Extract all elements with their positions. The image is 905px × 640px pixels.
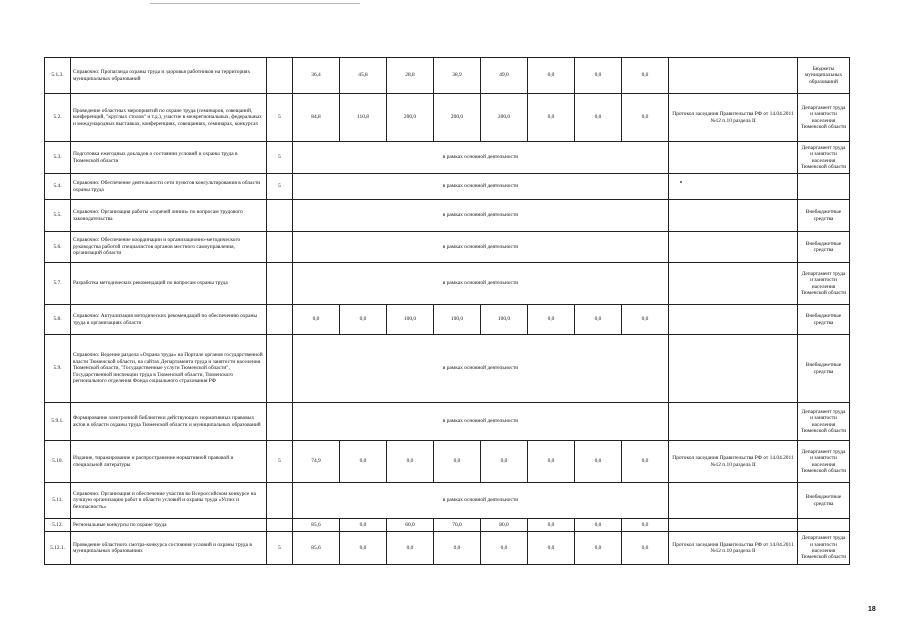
executor-cell: Департамент труда и занятости населения Тюменской области — [798, 403, 850, 441]
measure-description-cell: Справочно: Ведение раздела «Охрана труда» на Портале органов государственной власти Тюменской области, на сайтах Департамента труда и занятости населения Тюменской области, "Государственные услуги Тюменской области", Государственной инспекции труда в Тюменской области, Тюменского регионального отделения Фонда социального страхования РФ — [71, 335, 267, 403]
item-number-cell: 5.12. — [45, 519, 71, 532]
funding-note-cell: в рамках основной деятельности — [293, 403, 669, 441]
section-code-cell: 5 — [267, 142, 293, 174]
value-cell: 0,0 — [575, 519, 622, 532]
table-body — [45, 58, 850, 565]
basis-document-cell — [669, 519, 798, 532]
measure-description-cell: Справочно: Обеспечение деятельности сети пунктов консультирования в области охраны труда — [71, 174, 267, 200]
value-cell: 0,0 — [622, 441, 669, 483]
table-row — [45, 335, 850, 403]
value-cell: 0,0 — [434, 532, 481, 565]
executor-cell — [798, 519, 850, 532]
measure-description-cell: Справочно: Обеспечение координации и организационно-методического руководства работой специалистов органов местного самоуправления, организаций области — [71, 232, 267, 263]
section-code-cell: 5 — [267, 94, 293, 142]
item-number-cell: 5.1.3. — [45, 58, 71, 94]
basis-document-cell: Протокол заседания Правительства РФ от 14.04.2011 №12 п.10 раздела II — [669, 94, 798, 142]
table-row — [45, 174, 850, 200]
executor-cell: Внебюджетные средства — [798, 335, 850, 403]
table-row — [45, 142, 850, 174]
measure-description-cell: Проведение областного смотра-конкурса состояния условий и охраны труда в муниципальных образованиях — [71, 532, 267, 565]
table-row — [45, 200, 850, 232]
section-code-cell — [267, 403, 293, 441]
basis-document-cell — [669, 58, 798, 94]
funding-note-cell: в рамках основной деятельности — [293, 335, 669, 403]
value-cell: 0,0 — [528, 305, 575, 335]
value-cell: 85,6 — [293, 532, 340, 565]
basis-document-cell: Протокол заседания Правительства РФ от 14.04.2011 №12 п.10 раздела II — [669, 441, 798, 483]
value-cell: 0,0 — [387, 532, 434, 565]
measure-description-cell: Подготовка ежегодных докладов о состоянии условий и охраны труда в Тюменской области — [71, 142, 267, 174]
measure-description-cell: Справочно: Организация работы «горячей линии» по вопросам трудового законодательства — [71, 200, 267, 232]
basis-document-cell — [669, 200, 798, 232]
table-row — [45, 403, 850, 441]
item-number-cell: 5.12.1. — [45, 532, 71, 565]
value-cell: 45,8 — [340, 58, 387, 94]
value-cell: 0,0 — [622, 58, 669, 94]
value-cell: 0,0 — [528, 94, 575, 142]
value-cell: 0,0 — [340, 305, 387, 335]
item-number-cell: 5.9.1. — [45, 403, 71, 441]
value-cell: 0,0 — [622, 94, 669, 142]
funding-note-cell: в рамках основной деятельности — [293, 142, 669, 174]
section-code-cell: 5 — [267, 174, 293, 200]
section-code-cell — [267, 519, 293, 532]
value-cell: 0,0 — [575, 532, 622, 565]
value-cell: 0,0 — [622, 532, 669, 565]
page-number: 18 — [868, 606, 876, 613]
item-number-cell: 5.2. — [45, 94, 71, 142]
value-cell: 100,0 — [387, 305, 434, 335]
value-cell: 36,4 — [293, 58, 340, 94]
item-number-cell: 5.7. — [45, 263, 71, 305]
executor-cell: Департамент труда и занятости населения Тюменской области — [798, 142, 850, 174]
value-cell: 0,0 — [387, 441, 434, 483]
value-cell: 0,0 — [528, 58, 575, 94]
basis-document-cell — [669, 483, 798, 519]
measure-description-cell: Справочно: Организация и обеспечение участия во Всероссийском конкурсе на лучшую организацию работ в области условий и охраны труда «Успех и безопасность» — [71, 483, 267, 519]
basis-document-cell — [669, 174, 798, 200]
value-cell: 0,0 — [293, 305, 340, 335]
section-code-cell — [267, 263, 293, 305]
funding-note-cell: в рамках основной деятельности — [293, 483, 669, 519]
value-cell: 200,0 — [387, 94, 434, 142]
value-cell: 0,0 — [340, 532, 387, 565]
table-row — [45, 263, 850, 305]
funding-note-cell: в рамках основной деятельности — [293, 174, 669, 200]
executor-cell: Бюджеты муниципальных образований — [798, 58, 850, 94]
executor-cell: Департамент труда и занятости населения Тюменской области — [798, 441, 850, 483]
basis-document-cell — [669, 335, 798, 403]
measure-description-cell: Региональные конкурсы по охране труда — [71, 519, 267, 532]
funding-note-cell: в рамках основной деятельности — [293, 200, 669, 232]
table-row — [45, 58, 850, 94]
executor-cell: Департамент труда и занятости населения Тюменской области — [798, 532, 850, 565]
table-row — [45, 483, 850, 519]
value-cell: 84,8 — [293, 94, 340, 142]
measure-description-cell: Справочно: Актуализация методических рекомендаций по обеспечению охраны труда в организациях области — [71, 305, 267, 335]
executor-cell: Департамент труда и занятости населения Тюменской области — [798, 263, 850, 305]
value-cell: 0,0 — [622, 519, 669, 532]
value-cell: 0,0 — [575, 305, 622, 335]
basis-document-cell — [669, 232, 798, 263]
document-page — [44, 57, 849, 565]
item-number-cell: 5.8. — [45, 305, 71, 335]
item-number-cell: 5.10. — [45, 441, 71, 483]
section-code-cell: 5 — [267, 441, 293, 483]
value-cell: 0,0 — [481, 532, 528, 565]
section-code-cell — [267, 200, 293, 232]
value-cell: 0,0 — [434, 441, 481, 483]
basis-document-cell — [669, 142, 798, 174]
measures-table — [44, 57, 850, 565]
executor-cell: Внебюджетные средства — [798, 483, 850, 519]
value-cell: 0,0 — [528, 441, 575, 483]
executor-cell: Внебюджетные средства — [798, 200, 850, 232]
table-row — [45, 519, 850, 532]
measure-description-cell: Издание, тиражирование и распространение нормативной правовой и специальной литературы — [71, 441, 267, 483]
item-number-cell: 5.3. — [45, 142, 71, 174]
value-cell: 0,0 — [528, 519, 575, 532]
executor-cell: Внебюджетные средства — [798, 232, 850, 263]
value-cell: 28,8 — [387, 58, 434, 94]
value-cell: 110,8 — [340, 94, 387, 142]
funding-note-cell: в рамках основной деятельности — [293, 232, 669, 263]
value-cell: 70,0 — [434, 519, 481, 532]
basis-document-cell — [669, 403, 798, 441]
value-cell: 0,0 — [481, 441, 528, 483]
value-cell: 200,0 — [434, 94, 481, 142]
item-number-cell: 5.11. — [45, 483, 71, 519]
value-cell: 60,0 — [387, 519, 434, 532]
executor-cell — [798, 174, 850, 200]
measure-description-cell: Проведение областных мероприятий по охране труда (семинаров, совещаний, конференций, "круглых столов" и т.д.), участие в межрегиональных, федеральных и международных выставках, конференциях, совещаниях, семинарах, конкурсах — [71, 94, 267, 142]
value-cell: 200,0 — [481, 94, 528, 142]
section-code-cell — [267, 305, 293, 335]
executor-cell: Внебюджетные средства — [798, 305, 850, 335]
value-cell: 100,0 — [434, 305, 481, 335]
funding-note-cell: в рамках основной деятельности — [293, 263, 669, 305]
item-number-cell: 5.5. — [45, 200, 71, 232]
item-number-cell: 5.6. — [45, 232, 71, 263]
value-cell: 100,0 — [481, 305, 528, 335]
basis-document-cell: Протокол заседания Правительства РФ от 14.04.2011 №12 п.10 раздела II — [669, 532, 798, 565]
value-cell: 0,0 — [622, 305, 669, 335]
item-number-cell: 5.9. — [45, 335, 71, 403]
measure-description-cell: Формирование электронной библиотеки действующих нормативных правовых актов в области охраны труда Тюменской области и муниципальных образований — [71, 403, 267, 441]
value-cell: 0,0 — [575, 58, 622, 94]
basis-document-cell — [669, 305, 798, 335]
table-row — [45, 532, 850, 565]
section-code-cell — [267, 335, 293, 403]
value-cell: 0,0 — [575, 94, 622, 142]
section-code-cell — [267, 232, 293, 263]
section-code-cell — [267, 483, 293, 519]
item-number-cell: 5.4. — [45, 174, 71, 200]
measure-description-cell: Разработка методических рекомендаций по вопросам охраны труда — [71, 263, 267, 305]
value-cell: 0,0 — [340, 441, 387, 483]
measure-description-cell: Справочно: Пропаганда охраны труда и здоровья работников на территориях муниципальных образований — [71, 58, 267, 94]
value-cell: 0,0 — [340, 519, 387, 532]
value-cell: 49,0 — [481, 58, 528, 94]
value-cell: 38,9 — [434, 58, 481, 94]
section-code-cell: 5 — [267, 532, 293, 565]
table-row — [45, 305, 850, 335]
table-row — [45, 441, 850, 483]
value-cell: 0,0 — [528, 532, 575, 565]
table-row — [45, 94, 850, 142]
value-cell: 85,6 — [293, 519, 340, 532]
table-row — [45, 232, 850, 263]
top-rule — [150, 3, 360, 4]
section-code-cell — [267, 58, 293, 94]
basis-document-cell — [669, 263, 798, 305]
value-cell: 0,0 — [575, 441, 622, 483]
value-cell: 80,0 — [481, 519, 528, 532]
executor-cell: Департамент труда и занятости населения Тюменской области — [798, 94, 850, 142]
value-cell: 74,9 — [293, 441, 340, 483]
